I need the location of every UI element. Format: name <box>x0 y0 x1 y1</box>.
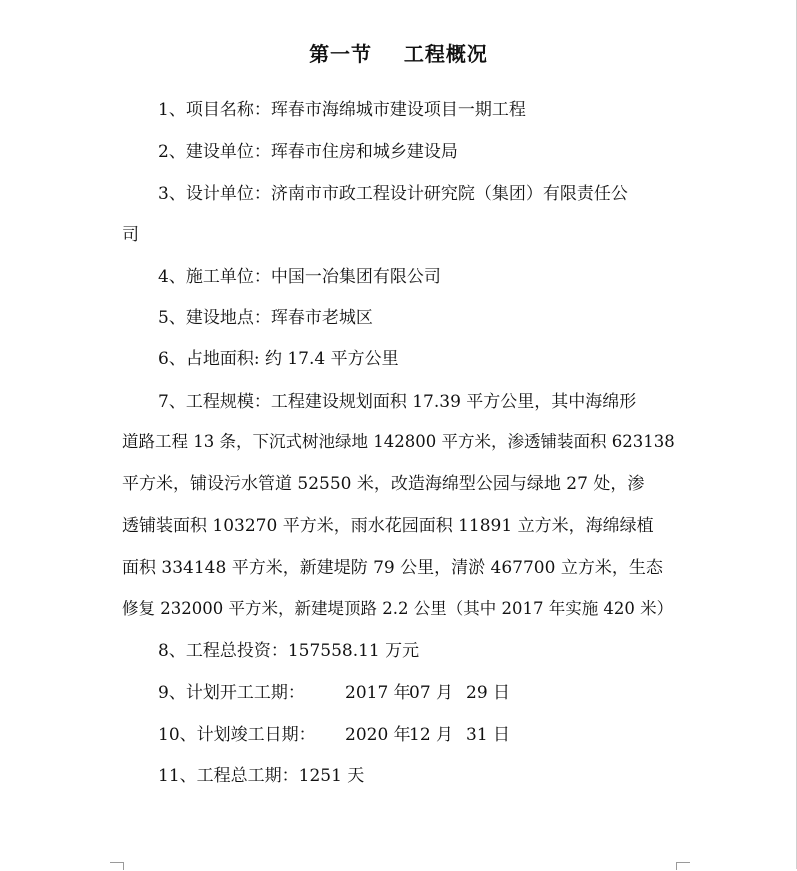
start-date-day: 29 日 <box>466 683 511 703</box>
item-location: 5、建设地点：珲春市老城区 <box>158 308 373 328</box>
item-scale-line-2: 道路工程 13 条，下沉式树池绿地 142800 平方米，渗透铺装面积 623138 <box>122 432 675 451</box>
item-area: 6、占地面积: 约 17.4 平方公里 <box>158 349 399 369</box>
start-date-year: 2017 年 <box>345 683 411 703</box>
start-date-month: 07 月 <box>409 683 454 703</box>
item-builder: 4、施工单位：中国一冶集团有限公司 <box>158 267 441 287</box>
item-construction-unit: 2、建设单位：珲春市住房和城乡建设局 <box>158 142 458 162</box>
item-scale-line-6: 修复 232000 平方米，新建堤顶路 2.2 公里（其中 2017 年实施 420 米） <box>122 599 674 618</box>
item-scale-line-4: 透铺装面积 103270 平方米，雨水花园面积 11891 立方米，海绵绿植 <box>122 516 654 536</box>
page-corner-mark-left <box>110 862 124 871</box>
page-corner-mark-right <box>676 862 690 871</box>
item-project-name: 1、项目名称：珲春市海绵城市建设项目一期工程 <box>158 100 526 120</box>
end-date-year: 2020 年 <box>345 725 411 745</box>
item-total-duration: 11、工程总工期：1251 天 <box>158 766 365 786</box>
start-date-label: 9、计划开工工期： <box>158 683 305 703</box>
item-scale-line-5: 面积 334148 平方米，新建堤防 79 公里，清淤 467700 立方米，生态 <box>122 558 663 578</box>
end-date-month: 12 月 <box>409 725 454 745</box>
item-start-date <box>158 682 510 704</box>
item-scale: 7、工程规模：工程建设规划面积 17.39 平方公里，其中海绵形 <box>158 392 637 412</box>
item-end-date <box>158 724 510 746</box>
end-date-day: 31 日 <box>466 725 511 745</box>
item-design-unit-continued: 司 <box>122 225 139 245</box>
end-date-label: 10、计划竣工日期： <box>158 725 316 745</box>
item-scale-line-3: 平方米，铺设污水管道 52550 米，改造海绵型公园与绿地 27 处，渗 <box>122 474 645 494</box>
section-title: 第一节 工程概况 <box>309 42 488 66</box>
item-investment: 8、工程总投资：157558.11 万元 <box>158 641 420 661</box>
item-design-unit: 3、设计单位：济南市市政工程设计研究院（集团）有限责任公 <box>158 184 628 204</box>
